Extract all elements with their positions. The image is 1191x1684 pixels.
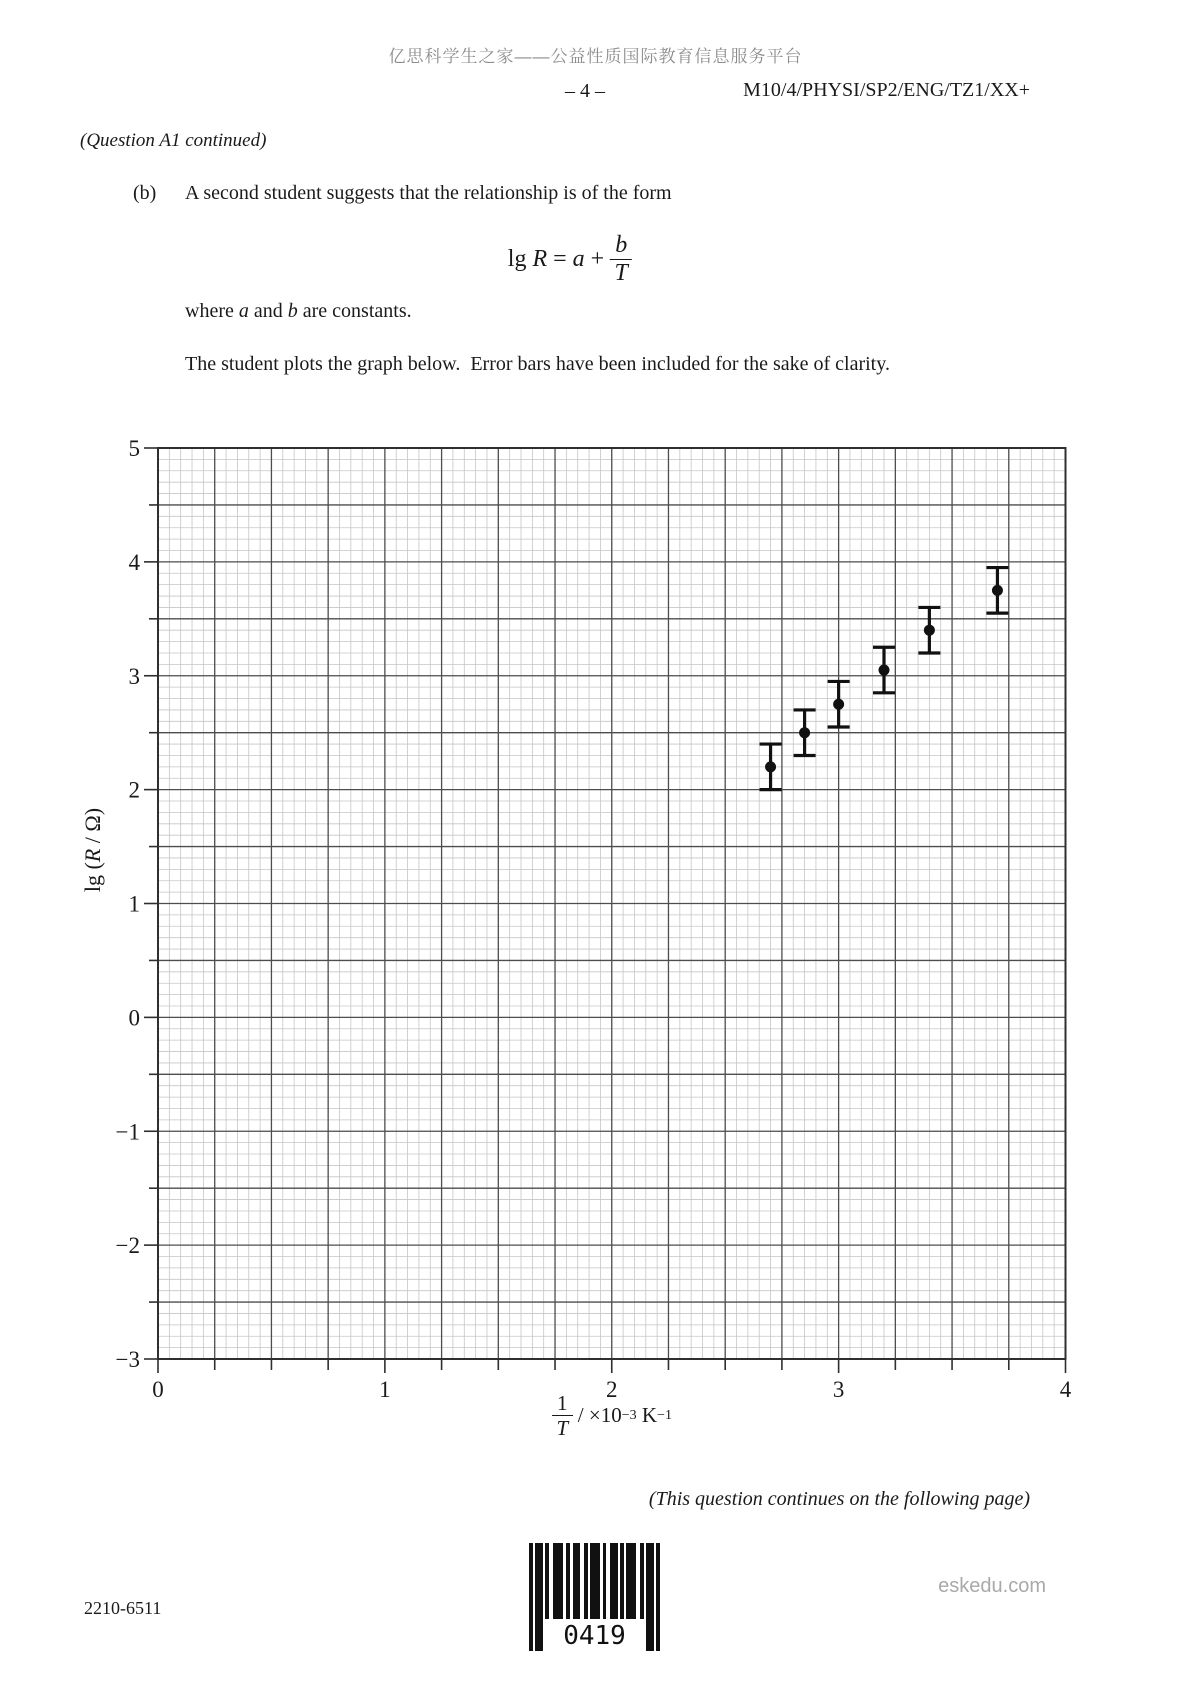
part-b-label: (b)	[133, 182, 157, 204]
plot-note: The student plots the graph below. Error bars have been included for the sake of clarity.	[185, 353, 890, 375]
svg-text:1: 1	[128, 891, 140, 917]
header-site-watermark: 亿思科学生之家——公益性质国际教育信息服务平台	[388, 47, 803, 66]
question-continued-note: (Question A1 continued)	[80, 130, 267, 151]
document-code: 2210-6511	[84, 1598, 162, 1618]
y-axis-caption	[80, 808, 106, 892]
formula-frac-den: T	[614, 260, 628, 287]
x-caption-unit: K	[636, 1403, 658, 1428]
where-var-b: b	[287, 300, 298, 322]
continues-note: (This question continues on the following page)	[648, 1488, 1030, 1510]
x-caption-times-ten: ×10	[588, 1403, 622, 1428]
axis-ticks	[144, 448, 1066, 1373]
formula-frac-num: b	[610, 233, 632, 260]
where-var-a: a	[238, 300, 249, 322]
svg-text:2: 2	[606, 1377, 618, 1402]
question-part-b	[133, 182, 672, 205]
y-tick-labels	[116, 436, 141, 1372]
where-text-2: and	[248, 300, 288, 322]
svg-text:−1: −1	[115, 1119, 140, 1145]
svg-text:−2: −2	[115, 1233, 140, 1259]
svg-text:2: 2	[128, 777, 140, 803]
svg-text:5: 5	[128, 436, 140, 461]
x-caption-fraction	[552, 1392, 573, 1439]
x-caption-unit-exponent: −1	[657, 1407, 672, 1423]
y-caption-var-r: R	[80, 848, 105, 863]
y-caption-prefix: lg (	[80, 862, 105, 893]
barcode	[529, 1543, 660, 1653]
x-caption-exponent: −3	[621, 1407, 637, 1423]
x-caption-frac-den: T	[556, 1416, 569, 1441]
where-text-3: are constants.	[297, 300, 412, 322]
formula-var-r: R	[532, 246, 548, 273]
svg-text:0: 0	[128, 1005, 140, 1031]
graph	[0, 420, 1191, 1430]
where-constants-line	[185, 300, 412, 323]
svg-text:3: 3	[128, 663, 140, 689]
formula-fraction	[610, 233, 632, 286]
where-text-1: where	[185, 300, 239, 322]
footer-site-watermark: eskedu.com	[938, 1575, 1046, 1597]
formula-equals: =	[547, 246, 573, 273]
y-caption-suffix: / Ω)	[80, 807, 105, 849]
svg-text:0: 0	[152, 1377, 164, 1402]
page-number: – 4 –	[565, 80, 605, 102]
svg-text:3: 3	[832, 1377, 845, 1402]
x-caption-frac-num: 1	[552, 1392, 573, 1416]
x-axis-caption	[552, 1392, 672, 1439]
formula-fn: lg	[507, 246, 533, 273]
barcode-number: 0419	[563, 1621, 626, 1651]
svg-text:4: 4	[1059, 1377, 1072, 1402]
svg-text:−3: −3	[115, 1347, 140, 1372]
formula-plus: +	[584, 246, 611, 273]
paper-code: M10/4/PHYSI/SP2/ENG/TZ1/XX+	[743, 79, 1030, 101]
x-caption-slash: /	[572, 1403, 589, 1428]
svg-text:4: 4	[128, 549, 140, 575]
part-b-intro: A second student suggests that the relationship is of the form	[185, 182, 672, 204]
svg-text:1: 1	[379, 1377, 391, 1402]
formula-lg-r	[508, 233, 632, 286]
formula-var-a: a	[572, 246, 585, 273]
